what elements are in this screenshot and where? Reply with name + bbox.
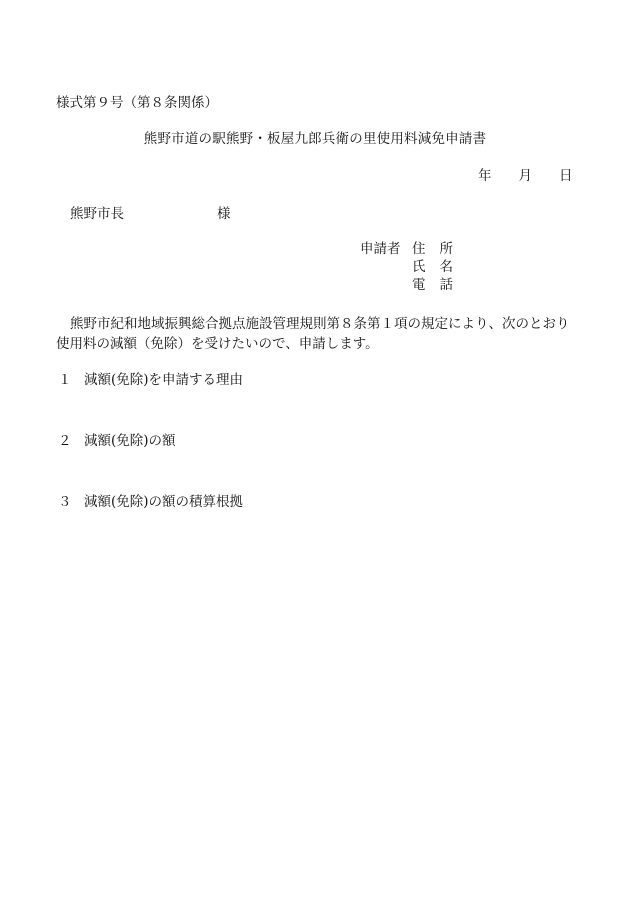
body-text: 熊野市紀和地域振興総合拠点施設管理規則第８条第１項の規定により、次のとおり使用料の減額（免除）を受けたいので、申請します。 — [56, 316, 570, 352]
applicant-role: 申請者 — [360, 241, 401, 257]
item-number: １ — [58, 372, 72, 388]
applicant-name-row — [360, 258, 467, 276]
item-label: 減額(免除)を申請する理由 — [84, 372, 244, 388]
addressee-honorific: 様 — [217, 206, 231, 222]
list-item — [58, 371, 243, 389]
list-item — [58, 432, 176, 450]
applicant-name-label: 氏名 — [412, 259, 467, 275]
applicant-address-label: 住所 — [412, 241, 467, 257]
date-year: 年 — [478, 168, 492, 184]
item-label: 減額(免除)の額 — [84, 433, 176, 449]
addressee — [70, 205, 231, 223]
addressee-name: 熊野市長 — [70, 206, 124, 222]
applicant-block — [360, 240, 467, 294]
document-title: 熊野市道の駅熊野・板屋九郎兵衛の里使用料減免申請書 — [143, 131, 487, 147]
form-number: 様式第９号（第８条関係） — [56, 95, 218, 111]
item-label: 減額(免除)の額の積算根拠 — [84, 494, 244, 510]
item-number: ２ — [58, 433, 72, 449]
applicant-phone-row — [360, 276, 467, 294]
date-month: 月 — [518, 168, 532, 184]
date-day: 日 — [559, 168, 573, 184]
list-item — [58, 493, 243, 511]
applicant-address-row — [360, 240, 467, 258]
date-line — [478, 167, 573, 185]
item-number: ３ — [58, 494, 72, 510]
applicant-phone-label: 電話 — [412, 277, 467, 293]
